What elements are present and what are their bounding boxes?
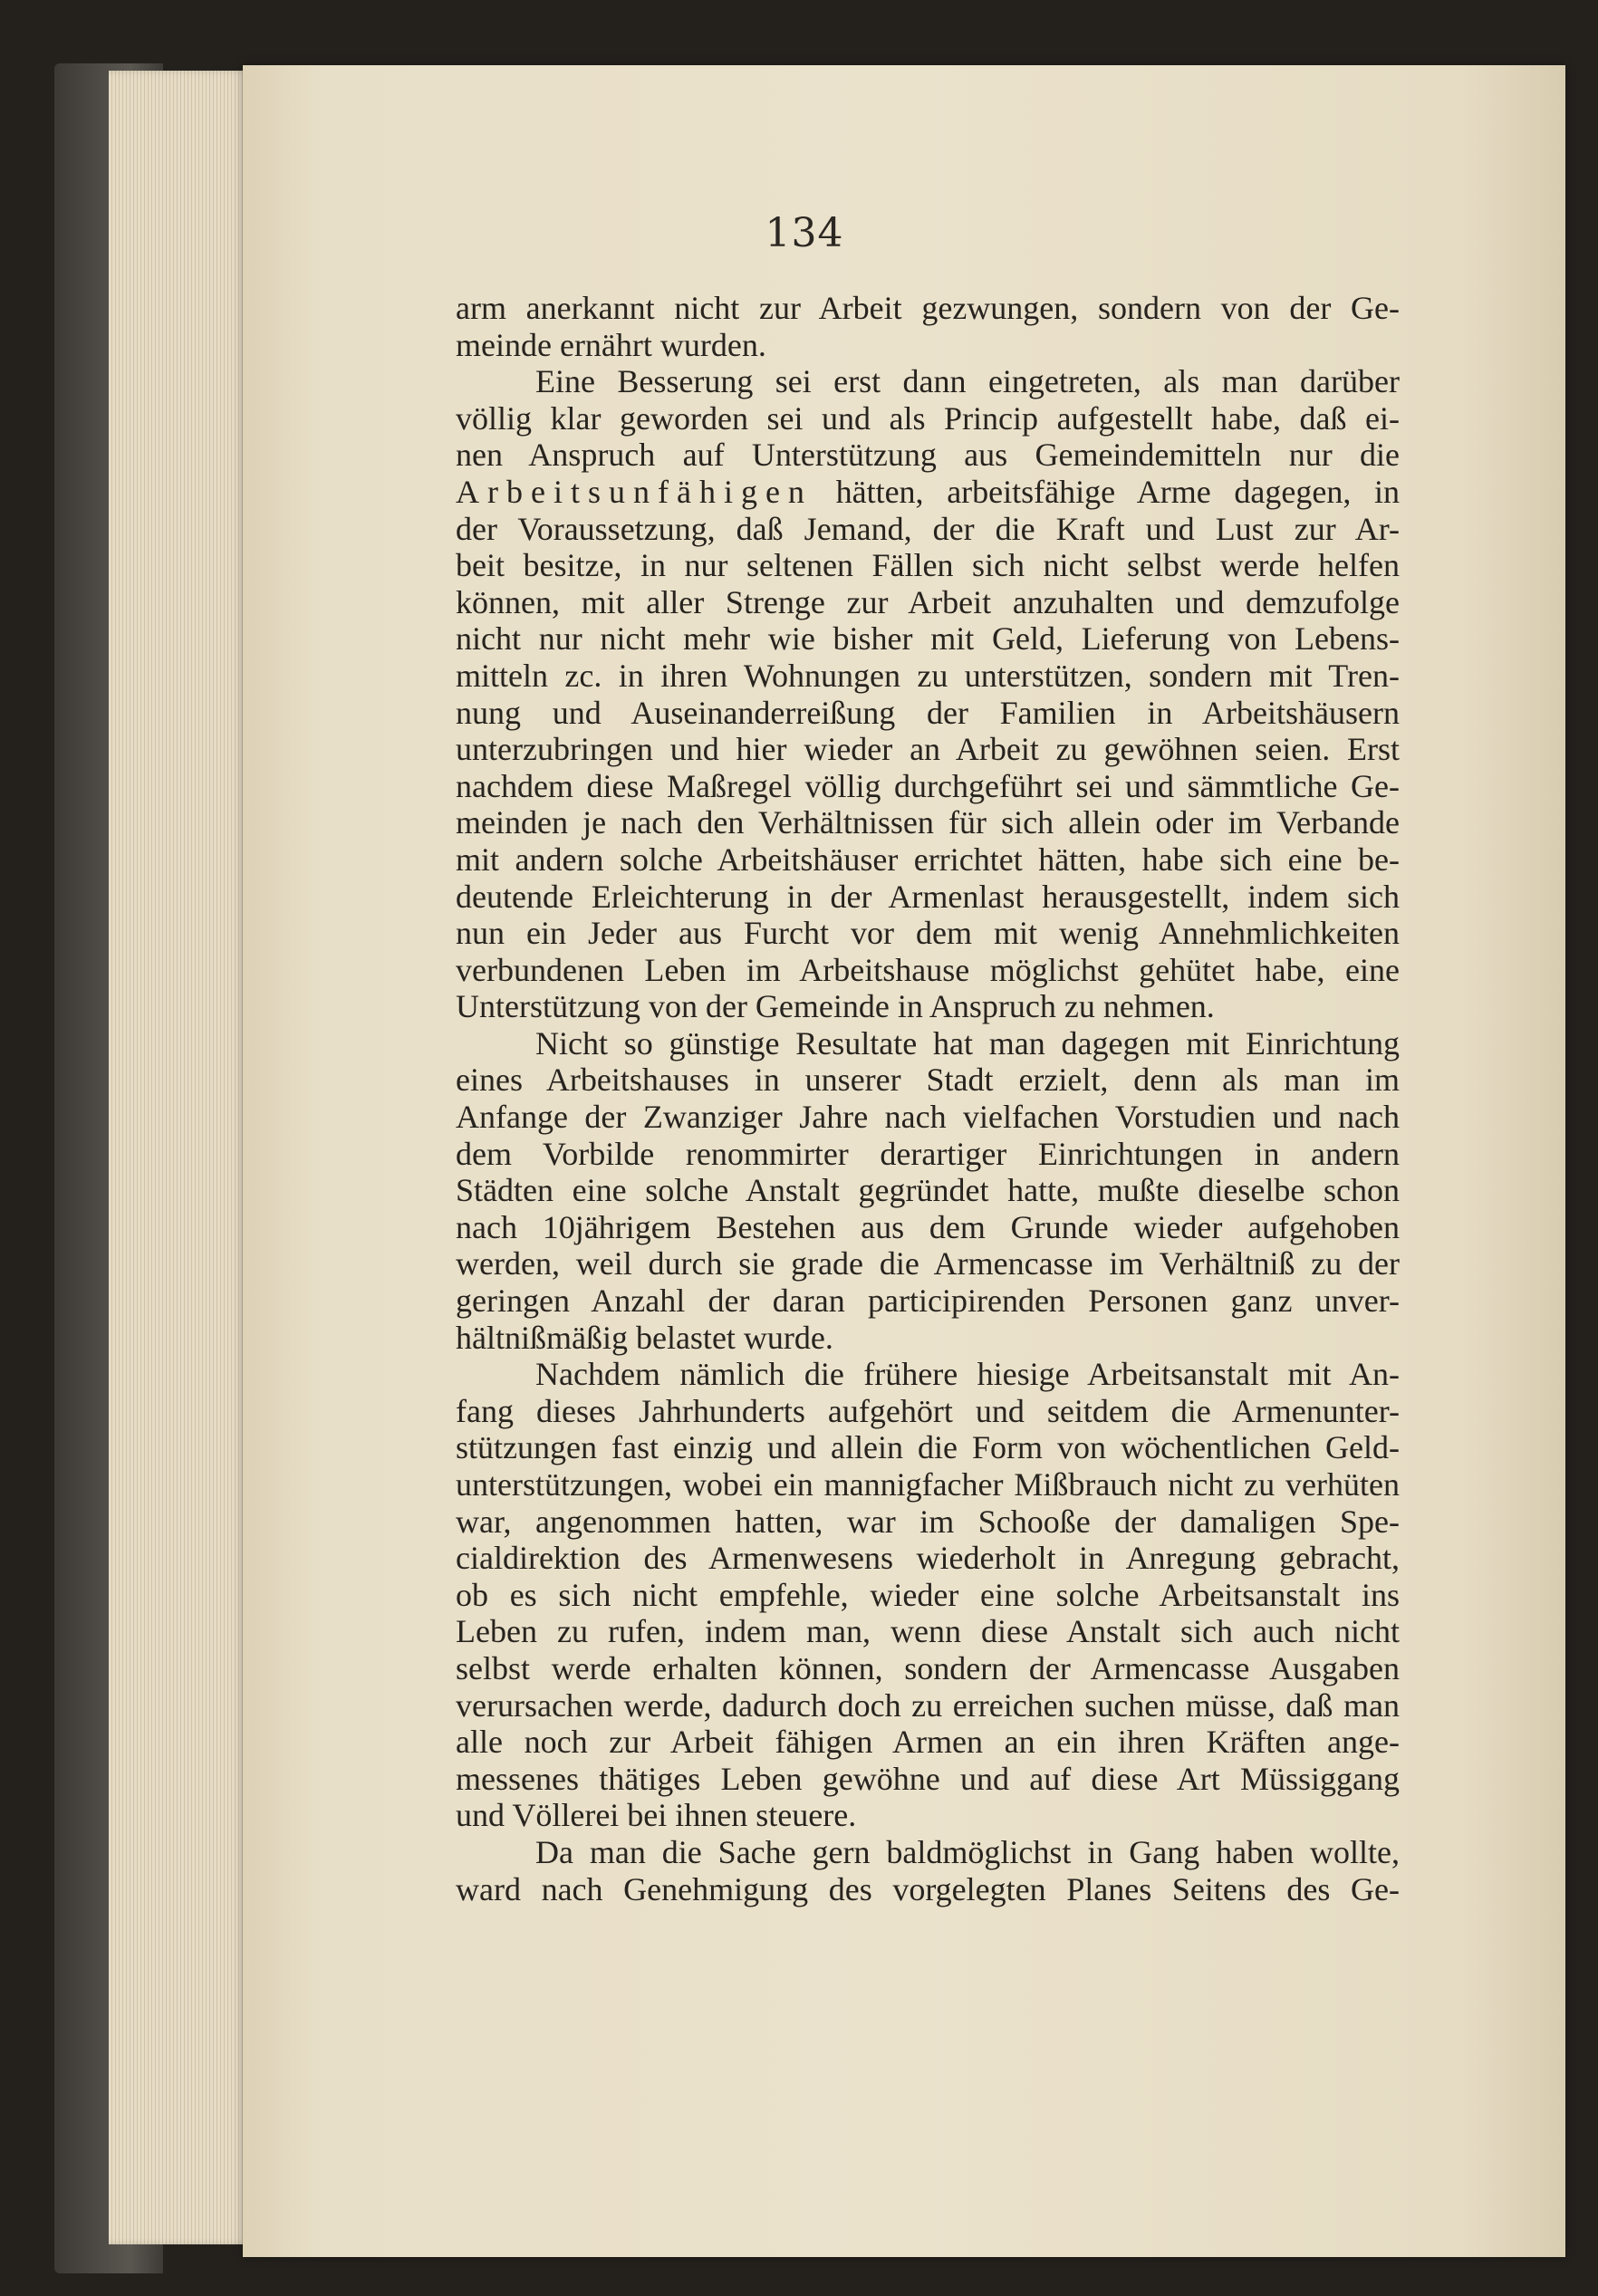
body-text: [456, 290, 1400, 1907]
text-line: völlig klar geworden sei und als Princip aufgestellt habe, daß ei-: [456, 399, 1400, 437]
text-line: meinden je nach den Verhältnissen für sich allein oder im Verbande: [456, 804, 1400, 841]
text-line: Nachdem nämlich die frühere hiesige Arbeitsanstalt mit An-: [535, 1356, 1400, 1393]
text-line: eines Arbeitshauses in unserer Stadt erzielt, denn als man im: [456, 1062, 1400, 1099]
text-line: messenes thätiges Leben gewöhne und auf diese Art Müssiggang: [456, 1760, 1400, 1797]
text-line: werden, weil durch sie grade die Armencasse im Verhältniß zu der: [456, 1245, 1400, 1282]
text-line: Leben zu rufen, indem man, wenn diese Anstalt sich auch nicht: [456, 1613, 1400, 1650]
text-line: nach 10jährigem Bestehen aus dem Grunde wieder aufgehoben: [456, 1208, 1400, 1245]
text-line: dem Vorbilde renommirter derartiger Einrichtungen in andern: [456, 1135, 1400, 1172]
text-line: der Voraussetzung, daß Jemand, der die Kraft und Lust zur Ar-: [456, 510, 1400, 547]
text-line: fang dieses Jahrhunderts aufgehört und seitdem die Armenunter-: [456, 1392, 1400, 1429]
text-line: unterstützungen, wobei ein mannigfacher Mißbrauch nicht zu verhüten: [456, 1466, 1400, 1503]
text-line: Unterstützung von der Gemeinde in Anspruch zu nehmen.: [456, 988, 1215, 1025]
text-line: können, mit aller Strenge zur Arbeit anzuhalten und demzufolge: [456, 583, 1400, 620]
text-line: geringen Anzahl der daran participirenden Personen ganz unver-: [456, 1282, 1400, 1320]
text-line: ward nach Genehmigung des vorgelegten Planes Seitens des Ge-: [456, 1870, 1400, 1907]
text-line: Arbeitsunfähigen hätten, arbeitsfähige Arme dagegen, in: [456, 473, 1400, 510]
text-line: unterzubringen und hier wieder an Arbeit zu gewöhnen seien. Erst: [456, 731, 1400, 768]
text-line: selbst werde erhalten können, sondern der Armencasse Ausgaben: [456, 1649, 1400, 1686]
text-line: verursachen werde, dadurch doch zu erreichen suchen müsse, daß man: [456, 1686, 1400, 1724]
text-line: ob es sich nicht empfehle, wieder eine solche Arbeitsanstalt ins: [456, 1576, 1400, 1613]
text-line: nachdem diese Maßregel völlig durchgeführt sei und sämmtliche Ge-: [456, 767, 1400, 804]
text-line: nun ein Jeder aus Furcht vor dem mit wenig Annehmlichkeiten: [456, 915, 1400, 952]
text-line: war, angenommen hatten, war im Schooße der damaligen Spe-: [456, 1503, 1400, 1540]
text-line: arm anerkannt nicht zur Arbeit gezwungen, sondern von der Ge-: [456, 290, 1400, 326]
text-line: nen Anspruch auf Unterstützung aus Gemeindemitteln nur die: [456, 437, 1400, 474]
text-line: deutende Erleichterung in der Armenlast herausgestellt, indem sich: [456, 878, 1400, 915]
text-line: Anfange der Zwanziger Jahre nach vielfachen Vorstudien und nach: [456, 1099, 1400, 1136]
text-line: alle noch zur Arbeit fähigen Armen an ein ihren Kräften ange-: [456, 1724, 1400, 1761]
text-line: verbundenen Leben im Arbeitshause möglichst gehütet habe, eine: [456, 951, 1400, 988]
text-line: nicht nur nicht mehr wie bisher mit Geld, Lieferung von Lebens-: [456, 620, 1400, 658]
text-line: Da man die Sache gern baldmöglichst in Gang haben wollte,: [535, 1833, 1400, 1870]
text-line: Städten eine solche Anstalt gegründet hatte, mußte dieselbe schon: [456, 1172, 1400, 1209]
text-line: beit besitze, in nur seltenen Fällen sich nicht selbst werde helfen: [456, 547, 1400, 584]
text-line: nung und Auseinanderreißung der Familien in Arbeitshäusern: [456, 694, 1400, 731]
text-line: stützungen fast einzig und allein die Form von wöchentlichen Geld-: [456, 1429, 1400, 1466]
page: [243, 65, 1565, 2257]
text-line: mit andern solche Arbeitshäuser errichtet hätten, habe sich eine be-: [456, 841, 1400, 878]
text-line: Eine Besserung sei erst dann eingetreten, als man darüber: [535, 363, 1400, 400]
text-line: mitteln zc. in ihren Wohnungen zu unterstützen, sondern mit Tren-: [456, 657, 1400, 694]
text-line: meinde ernährt wurden.: [456, 326, 766, 363]
text-line: cialdirektion des Armenwesens wiederholt in Anregung gebracht,: [456, 1540, 1400, 1577]
text-line: Nicht so günstige Resultate hat man dagegen mit Einrichtung: [535, 1024, 1400, 1062]
text-line: und Völlerei bei ihnen steuere.: [456, 1797, 857, 1834]
page-number: 134: [765, 210, 844, 256]
text-line: hältnißmäßig belastet wurde.: [456, 1319, 833, 1356]
page-edges: [109, 71, 254, 2244]
